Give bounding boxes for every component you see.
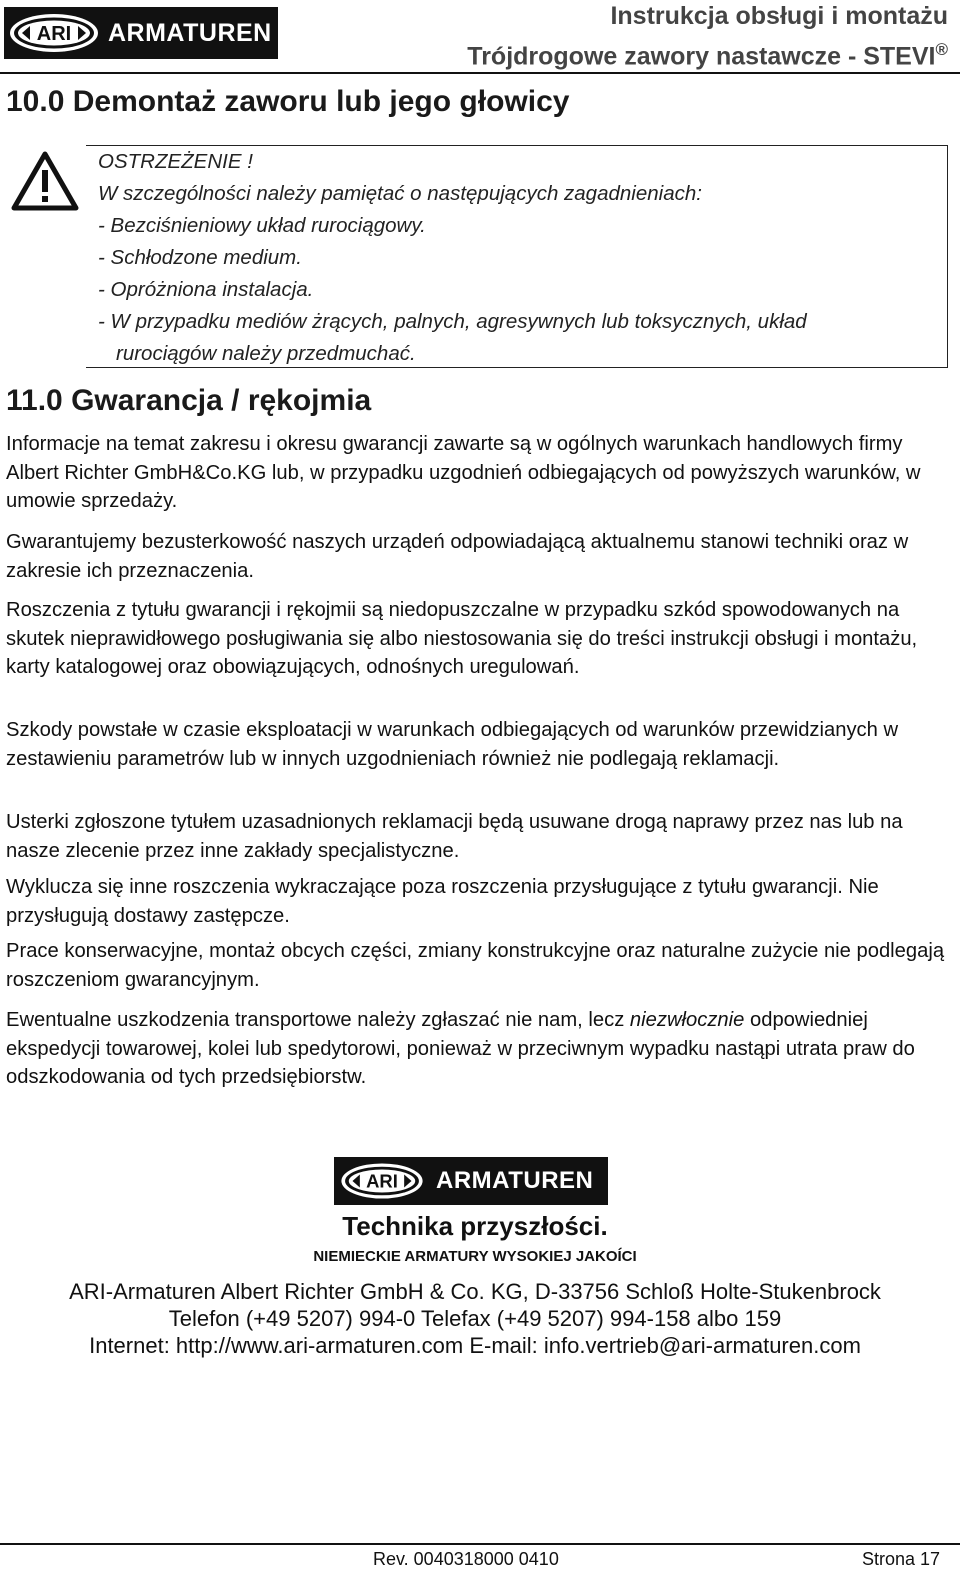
paragraph-text: Wyklucza się inne roszczenia wykraczające poza roszczenia przysługujące z tytułu gwarancji. Nie przysługują dostawy zastępcze. (6, 876, 879, 927)
paragraph-emphasis: niezwłocznie (629, 1009, 745, 1031)
paragraph-text-part: Ewentualne uszkodzenia transportowe należy zgłaszać nie nam, lecz (6, 1009, 630, 1031)
warning-item: - Opróżniona instalacja. (98, 278, 314, 301)
revision-number: Rev. 0040318000 0410 (373, 1549, 559, 1569)
footer-logo (334, 1157, 608, 1205)
section-10-heading: 10.0 Demontaż zaworu lub jego głowicy (6, 85, 570, 118)
footer-address: ARI-Armaturen Albert Richter GmbH & Co. KG, D-33756 Schloß Holte-Stukenbrock (69, 1279, 881, 1304)
warning-item: - W przypadku mediów żrących, palnych, agresywnych lub toksycznych, układ (98, 310, 807, 333)
warning-item: - Bezciśnieniowy układ rurociągowy. (98, 214, 426, 237)
footer-phone: Telefon (+49 5207) 994-0 Telefax (+49 5207) 994-158 albo 159 (168, 1306, 782, 1331)
warning-triangle-icon (10, 150, 80, 212)
warning-item-continued: rurociągów należy przedmuchać. (116, 342, 416, 365)
paragraph-text: Informacje na temat zakresu i okresu gwarancji zawarte są w ogólnych warunkach handlowych firmy Albert Richter GmbH&Co.KG lub, w przypadku uzgodnień odbiegających od powyższych warunków, w umowie sprzedaży. (6, 433, 921, 512)
paragraph-1 (6, 430, 951, 516)
footer-tagline: Technika przyszłości. (342, 1211, 608, 1241)
paragraph-text-part: odpowiedniej ekspedycji towarowej, kolei lub spedytorowi, ponieważ w przeciwnym wypadku nastąpi utrata praw do odszkodowania od tych przedsiębiorstw. (6, 1009, 915, 1088)
ari-badge-icon (334, 1157, 430, 1205)
warning-item: - Schłodzone medium. (98, 246, 302, 269)
paragraph-5 (6, 808, 951, 865)
paragraph-text (6, 1006, 951, 1092)
paragraph-6 (6, 873, 951, 930)
warning-text (98, 146, 807, 370)
footer-internet: Internet: http://www.ari-armaturen.com E-mail: info.vertrieb@ari-armaturen.com (89, 1333, 861, 1358)
footer-rule (0, 1543, 960, 1545)
paragraph-text: Usterki zgłoszone tytułem uzasadnionych reklamacji będą usuwane drogą naprawy przez nas lub na nasze zlecenie przez inne zakłady specjalistyczne. (6, 811, 903, 862)
ari-badge-text: ARI (36, 23, 72, 45)
header-logo (4, 7, 278, 59)
footer-subtagline: NIEMIECKIE ARMATURY WYSOKIEJ JAKOÍCI (313, 1248, 637, 1265)
paragraph-text: Prace konserwacyjne, montaż obcych części, zmiany konstrukcyjne oraz naturalne zużycie nie podlegają roszczeniom gwarancyjnym. (6, 940, 945, 991)
header-rule (0, 72, 960, 74)
header-title-line1: Instrukcja obsługi i montażu (610, 2, 948, 30)
warning-title: OSTRZEŻENIE ! (98, 150, 253, 173)
header-title-line2 (467, 35, 948, 71)
header-logo-text: ARMATUREN (108, 18, 272, 47)
section-11-heading: 11.0 Gwarancja / rękojmia (6, 384, 372, 417)
warning-intro: W szczególności należy pamiętać o następujących zagadnieniach: (98, 182, 702, 205)
header-title-line2-text: Trójdrogowe zawory nastawcze - STEVI (467, 42, 936, 71)
footer-logo-text: ARMATUREN (436, 1167, 594, 1194)
registered-mark: ® (935, 40, 948, 59)
paragraph-7 (6, 937, 951, 994)
page-number: Strona 17 (862, 1549, 941, 1569)
paragraph-3 (6, 596, 951, 682)
ari-badge-text: ARI (366, 1170, 398, 1192)
paragraph-8 (6, 1006, 951, 1092)
paragraph-text: Szkody powstałe w czasie eksploatacji w warunkach odbiegających od warunków przewidzianych w zestawieniu parametrów lub w innych uzgodnieniach również nie podlegają reklamacji. (6, 719, 899, 770)
paragraph-text: Roszczenia z tytułu gwarancji i rękojmii są niedopuszczalne w przypadku szkód spowodowanych na skutek nieprawidłowego posługiwania się albo niestosowania się do treści instrukcji obsługi i montażu, karty katalogowej oraz obowiązujących, odnośnych uregulowań. (6, 599, 918, 678)
paragraph-4 (6, 716, 951, 773)
paragraph-text: Gwarantujemy bezusterkowość naszych urządeń odpowiadającą aktualnemu stanowi techniki oraz w zakresie ich przeznaczenia. (6, 531, 909, 582)
ari-badge-icon (4, 7, 104, 59)
paragraph-2 (6, 528, 951, 585)
